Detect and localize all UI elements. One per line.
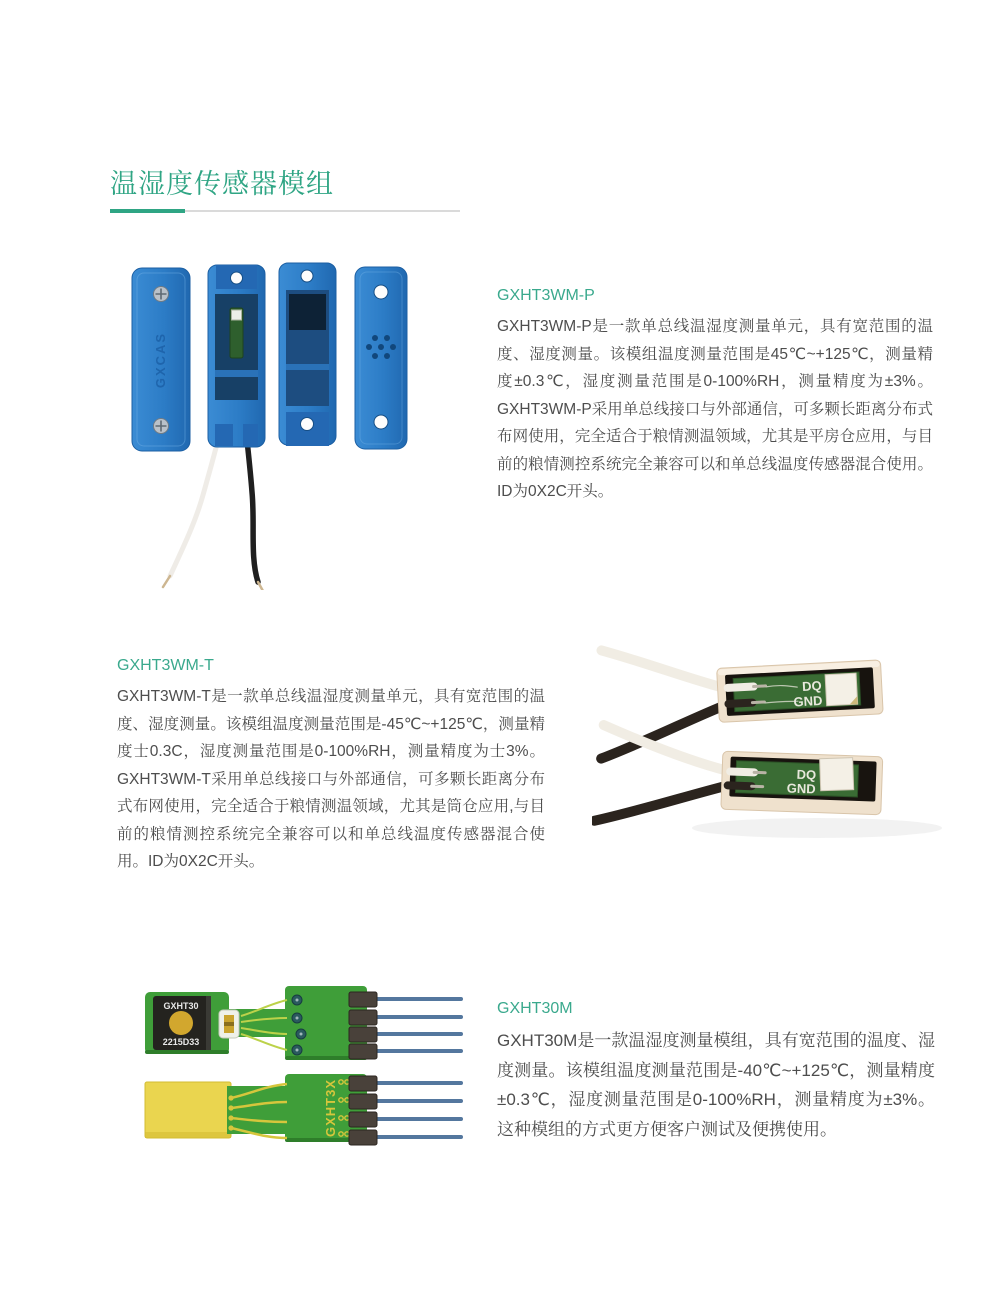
pin-headers bbox=[349, 992, 461, 1059]
mount-hole bbox=[301, 418, 314, 431]
sensor-chip bbox=[825, 673, 858, 706]
chip-label-bottom: 2215D33 bbox=[162, 1037, 200, 1047]
product-description: GXHT3WM-P是一款单总线温湿度测量单元，具有宽范围的温度、湿度测量。该模组温度测量范围是45℃~+125℃，测量精度±0.3℃，湿度测量范围是0-100%RH，测量精度为±3%。GXHT3WM-P采用单总线接口与外部通信，可多颗长距离分布式布网使用，完全适合于粮情测温领域，尤其是平房仓应用，与目前的粮情测控系统完全兼容可以和单总线温度传感器混合使用。ID为0X2C开头。 bbox=[497, 318, 933, 501]
screw-bottom bbox=[154, 419, 169, 434]
pcb-module-illustration bbox=[135, 982, 463, 1147]
enclosure-open-with-pcb bbox=[208, 265, 265, 447]
product-section-gxht30m bbox=[497, 1000, 935, 1144]
enclosure-brand-text: GXCAS bbox=[153, 331, 168, 389]
enclosure-open-empty bbox=[279, 263, 336, 446]
pcb-label-dq: DQ bbox=[801, 677, 823, 694]
product-description: GXHT30M是一款温湿度测量模组，具有宽范围的温度、湿度测量。该模组温度测量范围是-40℃~+125℃，测量精度±0.3℃，湿度测量范围是0-100%RH，测量精度为±3%。这种模组的方式更方便客户测试及便携使用。 bbox=[497, 1031, 935, 1139]
product-description: GXHT3WM-T是一款单总线温湿度测量单元，具有宽范围的温度、湿度测量。该模组温度测量范围是-45℃~+125℃，测量精度士0.3C，湿度测量范围是0-100%RH，测量精度为士3%。GXHT3WM-T采用单总线接口与外部通信，可多颗长距离分布式布网使用，完全适合于粮情测温领域，尤其是筒仓应用,与目前的粮情测控系统完全兼容可以和单总线温度传感器混合使用。ID为0X2C开头。 bbox=[117, 688, 545, 871]
title-divider-accent bbox=[110, 209, 185, 213]
mount-hole bbox=[231, 272, 243, 284]
wired-module-photo bbox=[592, 628, 948, 863]
pcb-module-photo bbox=[135, 982, 463, 1147]
mount-hole bbox=[374, 415, 388, 429]
sensor-chip bbox=[232, 310, 242, 320]
pcb-label-gnd: GND bbox=[793, 692, 823, 710]
mount-hole bbox=[374, 285, 388, 299]
board-silkscreen-label: GXHT3X bbox=[323, 1078, 338, 1138]
enclosure-illustration bbox=[112, 252, 460, 590]
enclosure-back-cover bbox=[355, 267, 407, 449]
title-divider bbox=[110, 209, 460, 213]
product-section-gxht3wm-t bbox=[117, 657, 545, 876]
page-title-block bbox=[110, 168, 462, 213]
product-name: GXHT3WM-P bbox=[497, 287, 595, 304]
product-name: GXHT30M bbox=[497, 1000, 573, 1017]
black-wire bbox=[594, 781, 727, 826]
pcb-label-dq: DQ bbox=[796, 766, 817, 783]
chip-label-top: GXHT30 bbox=[163, 1001, 199, 1011]
enclosure-photo bbox=[112, 252, 460, 590]
pcb-label-gnd: GND bbox=[786, 780, 816, 797]
wired-module-bottom bbox=[594, 725, 883, 831]
product-name: GXHT3WM-T bbox=[117, 657, 214, 674]
mount-hole bbox=[301, 270, 313, 282]
sensor-chip bbox=[820, 758, 854, 791]
pcb-module-top bbox=[145, 986, 461, 1060]
pcb-module-bottom bbox=[145, 1074, 461, 1145]
chip-gold-pad bbox=[169, 1011, 193, 1035]
gold-pad-area bbox=[145, 1082, 231, 1138]
wired-module-illustration bbox=[592, 628, 948, 863]
white-wire bbox=[601, 644, 727, 695]
enclosure-front-cover bbox=[132, 268, 190, 451]
screw-top bbox=[154, 287, 169, 302]
product-section-gxht3wm-p bbox=[497, 287, 933, 506]
page-title: 温湿度传感器模组 bbox=[110, 169, 334, 199]
